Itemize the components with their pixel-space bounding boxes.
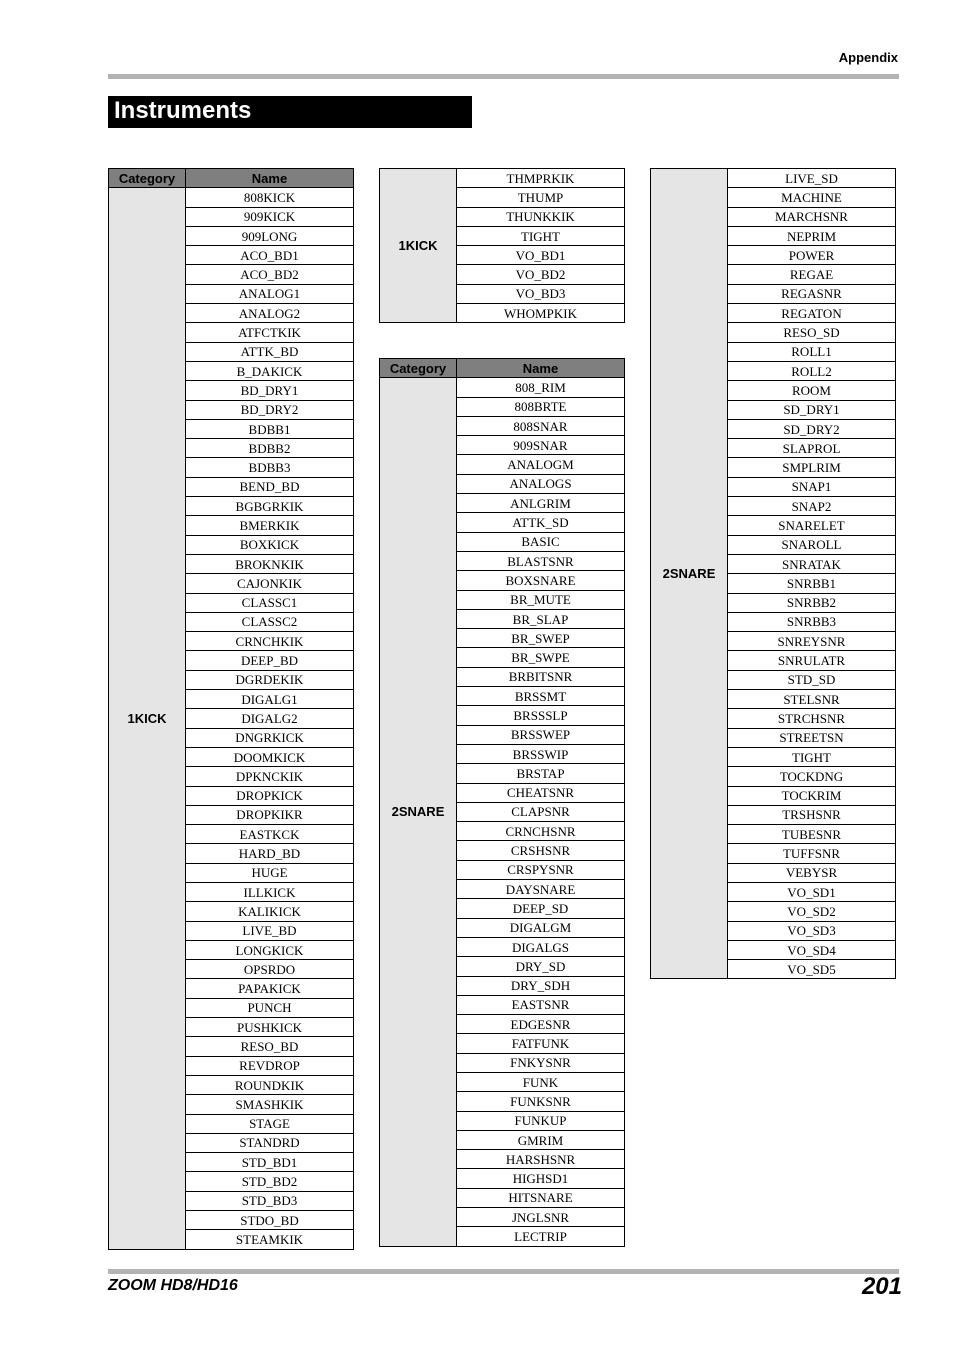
instrument-name-cell: ANLGRIM	[457, 494, 625, 513]
instrument-name-cell: BOXSNARE	[457, 571, 625, 590]
instrument-name-cell: ANALOGM	[457, 455, 625, 474]
instrument-name-cell: GMRIM	[457, 1130, 625, 1149]
instrument-name-cell: ATFCTKIK	[186, 323, 354, 342]
instrument-name-cell: DAYSNARE	[457, 880, 625, 899]
instrument-name-cell: SD_DRY1	[728, 400, 896, 419]
instrument-name-cell: ROLL2	[728, 361, 896, 380]
instrument-name-cell: LIVE_BD	[186, 921, 354, 940]
instrument-name-cell: CRSPYSNR	[457, 860, 625, 879]
instrument-name-cell: 909SNAR	[457, 436, 625, 455]
instrument-name-cell: BR_SWEP	[457, 629, 625, 648]
instrument-name-cell: ANALOG2	[186, 304, 354, 323]
instrument-name-cell: DIGALGM	[457, 918, 625, 937]
instrument-name-cell: PAPAKICK	[186, 979, 354, 998]
instrument-name-cell: SNRBB2	[728, 593, 896, 612]
instrument-name-cell: NEPRIM	[728, 226, 896, 245]
instrument-name-cell: CRNCHKIK	[186, 632, 354, 651]
instrument-name-cell: RESO_SD	[728, 323, 896, 342]
instrument-name-cell: SNARELET	[728, 516, 896, 535]
instrument-name-cell: ANALOG1	[186, 284, 354, 303]
instrument-name-cell: REVDROP	[186, 1056, 354, 1075]
instrument-table-kick	[108, 168, 354, 1250]
instrument-name-cell: DROPKICK	[186, 786, 354, 805]
instrument-name-cell: BRSSMT	[457, 687, 625, 706]
instrument-name-cell: TUFFSNR	[728, 844, 896, 863]
instrument-name-cell: STD_SD	[728, 670, 896, 689]
table-row	[651, 169, 896, 188]
instrument-name-cell: SMASHKIK	[186, 1095, 354, 1114]
instrument-name-cell: ACO_BD1	[186, 246, 354, 265]
instrument-name-cell: FATFUNK	[457, 1034, 625, 1053]
instrument-name-cell: DEEP_BD	[186, 651, 354, 670]
instrument-name-cell: FUNKSNR	[457, 1092, 625, 1111]
instrument-name-cell: DOOMKICK	[186, 747, 354, 766]
name-header: Name	[457, 359, 625, 378]
instrument-name-cell: VO_SD3	[728, 921, 896, 940]
name-header: Name	[186, 169, 354, 188]
instrument-name-cell: CLAPSNR	[457, 802, 625, 821]
instrument-name-cell: HITSNARE	[457, 1188, 625, 1207]
instrument-name-cell: JNGLSNR	[457, 1208, 625, 1227]
instrument-name-cell: HARSHSNR	[457, 1150, 625, 1169]
instrument-name-cell: RESO_BD	[186, 1037, 354, 1056]
instrument-name-cell: SNAP2	[728, 497, 896, 516]
instrument-name-cell: STANDRD	[186, 1133, 354, 1152]
instrument-name-cell: EDGESNR	[457, 1015, 625, 1034]
instrument-name-cell: BDBB3	[186, 458, 354, 477]
instrument-name-cell: VO_SD2	[728, 902, 896, 921]
section-label: Appendix	[838, 50, 898, 65]
instrument-name-cell: ILLKICK	[186, 882, 354, 901]
instrument-name-cell: SLAPROL	[728, 439, 896, 458]
table-row	[109, 188, 354, 207]
instrument-table-snare-cont	[650, 168, 896, 979]
instrument-name-cell: VO_SD1	[728, 882, 896, 901]
instrument-name-cell: STD_BD3	[186, 1191, 354, 1210]
instrument-name-cell: THUNKKIK	[457, 207, 625, 226]
instrument-name-cell: DNGRKICK	[186, 728, 354, 747]
instrument-name-cell: DROPKIKR	[186, 805, 354, 824]
category-cell: 2SNARE	[380, 378, 457, 1246]
category-header: Category	[380, 359, 457, 378]
instrument-name-cell: STAGE	[186, 1114, 354, 1133]
instrument-name-cell: TUBESNR	[728, 825, 896, 844]
category-cell: 1KICK	[380, 169, 457, 323]
instrument-name-cell: STD_BD1	[186, 1153, 354, 1172]
instrument-name-cell: SNAP1	[728, 477, 896, 496]
instrument-name-cell: PUSHKICK	[186, 1018, 354, 1037]
instrument-name-cell: BMERKIK	[186, 516, 354, 535]
instrument-name-cell: LONGKICK	[186, 940, 354, 959]
instrument-name-cell: KALIKICK	[186, 902, 354, 921]
instrument-name-cell: BD_DRY2	[186, 400, 354, 419]
instrument-name-cell: FNKYSNR	[457, 1053, 625, 1072]
instrument-name-cell: REGATON	[728, 304, 896, 323]
instrument-name-cell: STELSNR	[728, 690, 896, 709]
instrument-name-cell: OPSRDO	[186, 960, 354, 979]
instrument-name-cell: DGRDEKIK	[186, 670, 354, 689]
instrument-name-cell: ATTK_SD	[457, 513, 625, 532]
instrument-name-cell: BD_DRY1	[186, 381, 354, 400]
instrument-name-cell: ANALOGS	[457, 474, 625, 493]
page-title: Instruments	[108, 96, 472, 128]
instrument-name-cell: DRY_SD	[457, 957, 625, 976]
category-header: Category	[109, 169, 186, 188]
instrument-name-cell: HUGE	[186, 863, 354, 882]
instrument-table-snare	[379, 358, 625, 1247]
instrument-name-cell: LECTRIP	[457, 1227, 625, 1246]
instrument-name-cell: BASIC	[457, 532, 625, 551]
instrument-name-cell: DPKNCKIK	[186, 767, 354, 786]
instrument-name-cell: TIGHT	[728, 747, 896, 766]
instrument-name-cell: SMPLRIM	[728, 458, 896, 477]
instrument-name-cell: REGAE	[728, 265, 896, 284]
instrument-name-cell: 909KICK	[186, 207, 354, 226]
header-rule	[108, 74, 899, 79]
category-cell: 2SNARE	[651, 169, 728, 979]
instrument-name-cell: DIGALG1	[186, 690, 354, 709]
instrument-name-cell: VO_SD5	[728, 960, 896, 979]
instrument-name-cell: DRY_SDH	[457, 976, 625, 995]
instrument-name-cell: ROOM	[728, 381, 896, 400]
footer-model: ZOOM HD8/HD16	[108, 1277, 238, 1294]
instrument-name-cell: WHOMPKIK	[457, 304, 625, 323]
instrument-name-cell: TOCKRIM	[728, 786, 896, 805]
table-row	[380, 169, 625, 188]
instrument-name-cell: SD_DRY2	[728, 419, 896, 438]
instrument-name-cell: ROLL1	[728, 342, 896, 361]
instrument-name-cell: VO_BD3	[457, 284, 625, 303]
instrument-name-cell: 808KICK	[186, 188, 354, 207]
instrument-name-cell: SNRBB1	[728, 574, 896, 593]
instrument-name-cell: SNREYSNR	[728, 632, 896, 651]
instrument-name-cell: FUNKUP	[457, 1111, 625, 1130]
instrument-name-cell: HARD_BD	[186, 844, 354, 863]
instrument-name-cell: BR_SWPE	[457, 648, 625, 667]
instrument-name-cell: ATTK_BD	[186, 342, 354, 361]
instrument-name-cell: MACHINE	[728, 188, 896, 207]
instrument-name-cell: SNRBB3	[728, 612, 896, 631]
instrument-name-cell: CLASSC2	[186, 612, 354, 631]
instrument-name-cell: TRSHSNR	[728, 805, 896, 824]
instrument-name-cell: STD_BD2	[186, 1172, 354, 1191]
instrument-name-cell: BRSTAP	[457, 764, 625, 783]
instrument-name-cell: PUNCH	[186, 998, 354, 1017]
instrument-name-cell: EASTSNR	[457, 995, 625, 1014]
instrument-name-cell: REGASNR	[728, 284, 896, 303]
instrument-name-cell: VEBYSR	[728, 863, 896, 882]
instrument-name-cell: SNRATAK	[728, 554, 896, 573]
instrument-name-cell: VO_BD2	[457, 265, 625, 284]
instrument-name-cell: CAJONKIK	[186, 574, 354, 593]
instrument-name-cell: SNAROLL	[728, 535, 896, 554]
instrument-name-cell: TIGHT	[457, 226, 625, 245]
instrument-name-cell: BRSSWIP	[457, 744, 625, 763]
instrument-name-cell: TOCKDNG	[728, 767, 896, 786]
instrument-name-cell: ROUNDKIK	[186, 1075, 354, 1094]
instrument-name-cell: LIVE_SD	[728, 169, 896, 188]
instrument-name-cell: BGBGRKIK	[186, 497, 354, 516]
instrument-name-cell: BROKNKIK	[186, 554, 354, 573]
instrument-name-cell: THUMP	[457, 188, 625, 207]
instrument-name-cell: BLASTSNR	[457, 551, 625, 570]
instrument-name-cell: 808_RIM	[457, 378, 625, 397]
instrument-name-cell: ACO_BD2	[186, 265, 354, 284]
instrument-name-cell: 808BRTE	[457, 397, 625, 416]
instrument-name-cell: B_DAKICK	[186, 361, 354, 380]
instrument-name-cell: CLASSC1	[186, 593, 354, 612]
instrument-name-cell: DIGALG2	[186, 709, 354, 728]
instrument-name-cell: STEAMKIK	[186, 1230, 354, 1249]
instrument-name-cell: BRSSWEP	[457, 725, 625, 744]
instrument-name-cell: EASTKCK	[186, 825, 354, 844]
instrument-name-cell: STRCHSNR	[728, 709, 896, 728]
instrument-name-cell: POWER	[728, 246, 896, 265]
instrument-name-cell: STREETSN	[728, 728, 896, 747]
instrument-name-cell: VO_SD4	[728, 940, 896, 959]
instrument-table-kick-cont	[379, 168, 625, 323]
page-number: 201	[861, 1273, 902, 1300]
footer-rule	[108, 1269, 899, 1274]
instrument-name-cell: SNRULATR	[728, 651, 896, 670]
instrument-name-cell: THMPRKIK	[457, 169, 625, 188]
instrument-name-cell: DEEP_SD	[457, 899, 625, 918]
instrument-name-cell: FUNK	[457, 1072, 625, 1091]
instrument-name-cell: BDBB2	[186, 439, 354, 458]
instrument-name-cell: BRBITSNR	[457, 667, 625, 686]
instrument-name-cell: BR_SLAP	[457, 609, 625, 628]
instrument-name-cell: BR_MUTE	[457, 590, 625, 609]
instrument-name-cell: DIGALGS	[457, 937, 625, 956]
instrument-name-cell: BEND_BD	[186, 477, 354, 496]
instrument-name-cell: BOXKICK	[186, 535, 354, 554]
instrument-name-cell: CRSHSNR	[457, 841, 625, 860]
instrument-name-cell: BDBB1	[186, 419, 354, 438]
instrument-name-cell: CHEATSNR	[457, 783, 625, 802]
category-cell: 1KICK	[109, 188, 186, 1249]
instrument-name-cell: CRNCHSNR	[457, 822, 625, 841]
table-row	[380, 378, 625, 397]
instrument-name-cell: HIGHSD1	[457, 1169, 625, 1188]
instrument-name-cell: MARCHSNR	[728, 207, 896, 226]
instrument-name-cell: STDO_BD	[186, 1211, 354, 1230]
instrument-name-cell: 909LONG	[186, 226, 354, 245]
instrument-name-cell: 808SNAR	[457, 416, 625, 435]
instrument-name-cell: BRSSSLP	[457, 706, 625, 725]
instrument-name-cell: VO_BD1	[457, 246, 625, 265]
